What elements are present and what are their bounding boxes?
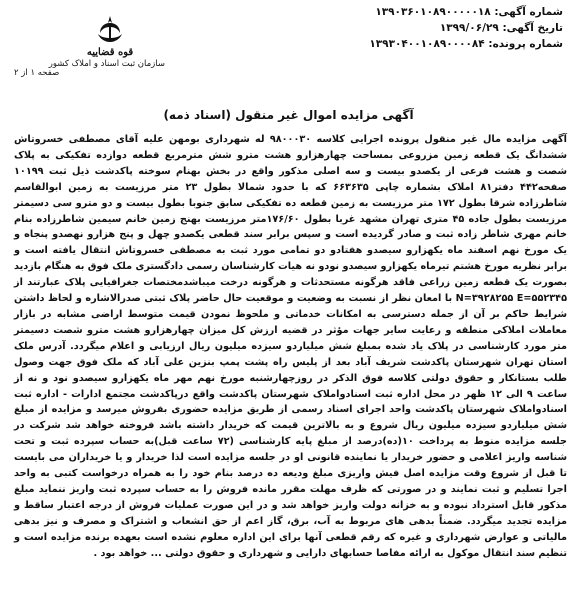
notice-date: ۱۳۹۹/۰۶/۲۹ [439, 22, 499, 34]
case-number-row [263, 36, 563, 52]
notice-body-text: آگهی مزایده مال غیر منقول پرونده اجرایی کلاسه ۹۸۰۰۰۳۰ له شهرداری بومهن علیه آقای مصطفی خسروتاش ششدانگ یک قطعه زمین مزروعی بمساحت چهارهزارو هشت مترو شش مترمربع قطعه دوازده تفکیکی به پلاک شصت و هشت فرعی از یکصدو بیست و سه اصلی مذکور واقع در بخش بهنام سوخته پاکدشت ذیل ثبت ۱۰۱۹۹ صفحه۴۴۲ دفتر۸۱ املاک بشماره چاپی ۶۶۳۶۳۵ که با حدود شمالا بطول ۲۳ متر مرزیست به زمین ابوالقاسم شاطرزاده شرقا بطول ۱۷۲ متر مرزیست به زمین قطعه ده تفکیکی سابق جنوبا بطول بیست و دو مترو سی دسیمتر مرزیست بطول جاده ۴۵ متری تهران مشهد غربا بطول ۱۷۶/۶۰متر مرزیست بهنج زمین خانم سیمین شاطرزاده بنام خانم مهری شاطر زاده ثبت و صادر گردیده است و سپس برابر سند قطعی یکصدو چهل و پنج هزارو نهصدو پنجاه و یک مورخ نهم اسفند ماه یکهزارو سیصدو هفتادو دو تمامی مورد ثبت به مصطفی خسروتاش انتقال یافته است و برابر نظریه مورخ هشتم تیرماه یکهزارو سیصدو نودو نه هیات کارشناسان رسمی دادگستری ملک فوق به هنگام بازدید بصورت یک قطعه زمین زراعی فاقد هرگونه مستحدثات و هرگونه درخت میباشدمختصات جغرافیایی پلاک عبارتند از N=۳۹۲۸۲۵۵ E=۵۵۲۳۴۵ با امعان نظر از نسبت به وضعیت و موقعیت حال حاضر پلاک ثبتی صدرالاشاره و لحاظ داشتن شرایط حاکم بر آن از جمله دسترسی به امکانات خدماتی و ملحوظ نمودن قیمت متوسط اراضی مشابه در بازار معاملات املاکی منطقه و رعایت سایر جهات مؤثر در قضیه ارزش کل میزان چهارهزارو هشت مترو شصت دسیمتر متر مورد کارشناسی در پلاک یاد شده بمبلغ شش میلیاردو سیزده میلیون ریال ارزیابی و اعلام میگردد. آدرس ملک استان تهران شهرستان پاکدشت شریف آباد بعد از پلیس راه پشت پمپ بنزین علی آباد که ملک فوق جهت وصول طلب بستانکار و حقوق دولتی کلاسه فوق الذکر در روزچهارشنبه مورخ نهم مهر ماه یکهزارو سیصدو نود و نه از ساعت ۹ الی ۱۲ ظهر در محل اداره ثبت اسنادواملاک شهرستان پاکدشت واقع درپاکدشت مجتمع ادارات - اداره ثبت اسنادواملاک شهرستان پاکدشت واحد اجرای اسناد رسمی از طریق مزایده حضوری بفروش میرسد و مزایده از مبلغ شش میلیاردو سیزده میلیون ریال شروع و به بالاترین قیمت که خریدار داشته باشد فروخته خواهد شد شرکت در جلسه مزایده منوط به پرداخت ۱۰(ده)درصد از مبلغ پایه کارشناسی (۷۲ ساعت قبل)به حساب سپرده ثبت و تحت شناسه واریز اعلامی و حضور خریدار یا نماینده قانونی او در جلسه مزایده است لذا خریدار و یا خریداران می بایست تا قبل از شروع وقت مزایده اصل فیش واریزی مبلغ ودیعه ده درصد بنام خود را به همراه درخواست کتبی به واحد اجرا تسلیم و ثبت نمایند و در صورتی که ظرف مهلت مقرر مانده فروش را به حساب سپرده ثبت واریز ننماید مبلغ مذکور قابل استرداد نبوده و به خزانه دولت واریز خواهد شد و در این صورت عملیات فروش از درجه اعتبار ساقط و مزایده تجدید میگردد. ضمناً بدهی های مربوط به آب، برق، گاز اعم از حق انشعاب و اشتراک و مصرف و نیز بدهی مالیاتی و عوارض شهرداری و غیره که رقم قطعی آنها برای این اداره معلوم نشده است بعهده برنده مزایده است و تنظیم سند انتقال موکول به ارائه مفاصا حسابهای دارایی و شهرداری و حقوق دولتی ... خواهد بود . [14, 134, 568, 559]
page-number: صفحه ۱ از ۲ [14, 68, 60, 78]
notice-date-row [263, 20, 563, 36]
sub-organization-name: سازمان ثبت اسناد و املاک کشور [48, 59, 165, 69]
notice-title: آگهی مزایده اموال غیر منقول (اسناد ذمه) [163, 108, 414, 122]
case-number-label: شماره پرونده: [488, 38, 563, 50]
organization-logo [48, 14, 165, 84]
notice-number: ۱۳۹۰۳۶۰۱۰۸۹۰۰۰۰۰۱۸ [375, 6, 491, 18]
notice-number-label: شماره آگهی: [494, 6, 563, 18]
notice-date-label: تاریخ آگهی: [502, 22, 563, 34]
notice-body [14, 132, 567, 561]
case-number: ۱۳۹۳۰۴۰۰۱۰۸۹۰۰۰۰۸۴ [369, 38, 485, 50]
organization-name: قوه قضاییه [86, 47, 134, 58]
judiciary-emblem-icon [93, 14, 127, 44]
notice-number-row [263, 4, 563, 20]
notice-meta [263, 4, 563, 52]
